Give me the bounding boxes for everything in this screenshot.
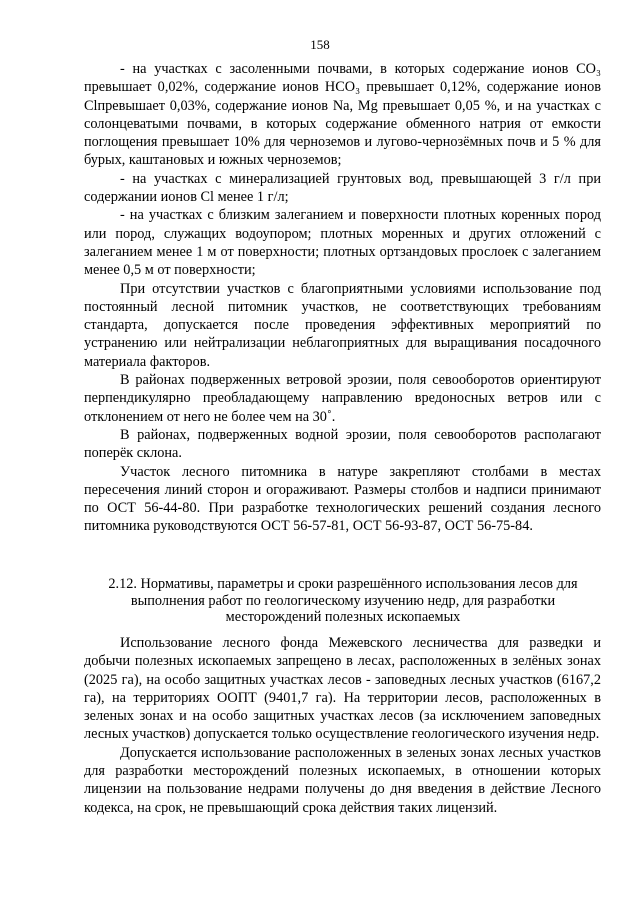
- section-heading-line-2: выполнения работ по геологическому изучению недр, для разработки: [130, 592, 556, 609]
- section-body-text: [84, 634, 601, 817]
- paragraph-forest-fund-use: Использование лесного фонда Межевского лесничества для разведки и добычи полезных ископаемых запрещено в лесах, расположенных в зелёных зонах (2025 га), на особо защитных участках лесов - заповедных лесных участков (6167,2 га), на территориях ООПТ (9401,7 га). На территории лесов, расположенных в зеленых зонах и на особо защитных участках лесов (за исключением заповедных лесных участков) допускается только осуществление геологического изучения недр.: [84, 635, 601, 743]
- paragraph-no-favorable-plots: При отсутствии участков с благоприятными условиями использование под постоянный лесной питомник участков, не соответствующих требованиям стандарта, допускается после проведения эффективных мероприятий по устранению или нейтрализации неблагоприятных для выращивания посадочного материала факторов.: [84, 280, 601, 370]
- section-heading-line-3: месторождений полезных ископаемых: [225, 609, 461, 625]
- paragraph-dense-rocks: - на участках с близким залеганием и поверхности плотных коренных пород или пород, служащих водоупором; плотных моренных и других отложений с залеганием менее 1 м от поверхности; плотных ортзандовых прослоек с залеганием менее 0,5 м от поверхности;: [84, 207, 601, 279]
- paragraph-saline-soils: - на участках с засоленными почвами, в которых содержание ионов CO₃ превышает 0,02%, содержание ионов HCO₃ превышает 0,12%, содержание ионов Clпревышает 0,03%, содержание ионов Na, Mg превышает 0,05 %, и на участках с солонцеватыми почвами, в которых содержание обменного натрия от емкости поглощения превышает 10% для черноземов и лугово-чернозёмных почв и 5 % для бурых, каштановых и южных черноземов;: [84, 61, 601, 169]
- paragraph-wind-erosion: В районах подверженных ветровой эрозии, поля севооборотов ориентируют перпендикулярно преобладающему направлению вредоносных ветров или с отклонением от него не более чем на 30˚.: [84, 372, 601, 425]
- section-heading-line-1: 2.12. Нормативы, параметры и сроки разрешённого использования лесов для: [108, 576, 578, 592]
- paragraph-nursery-marking: Участок лесного питомника в натуре закрепляют столбами в местах пересечения линий сторон и огораживают. Размеры столбов и надписи принимают по ОСТ 56-44-80. При разработке технологических решений создания лесного питомника руководствуются ОСТ 56-57-81, ОСТ 56-93-87, ОСТ 56-75-84.: [84, 463, 601, 535]
- paragraph-water-erosion: В районах, подверженных водной эрозии, поля севооборотов располагают поперёк склона.: [84, 426, 601, 462]
- page-number: 158: [310, 37, 330, 52]
- section-heading: [88, 576, 598, 626]
- paragraph-groundwater: - на участках с минерализацией грунтовых вод, превышающей 3 г/л при содержании ионов Cl менее 1 г/л;: [84, 170, 601, 206]
- body-text-section: [84, 60, 601, 536]
- paragraph-licenses: Допускается использование расположенных в зеленых зонах лесных участков для разработки месторождений полезных ископаемых, в отношении которых лицензии на пользование недрами получены до дня введения в действие Лесного кодекса, на срок, не превышающий срока действия таких лицензий.: [84, 744, 601, 816]
